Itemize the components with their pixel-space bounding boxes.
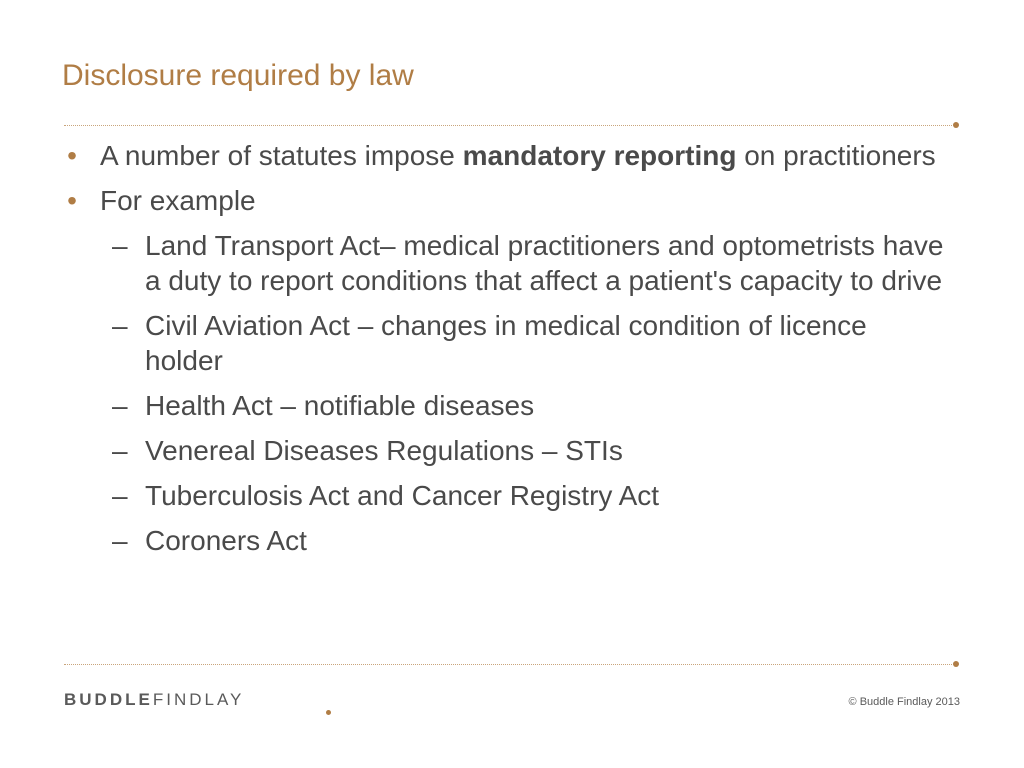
- copyright-notice: © Buddle Findlay 2013: [848, 696, 960, 708]
- sub-bullet-item: [62, 433, 952, 468]
- top-divider-dot: [953, 122, 959, 128]
- dash-marker: –: [112, 230, 128, 261]
- bullet-text-after: on practitioners: [736, 140, 936, 171]
- top-divider: [64, 125, 952, 126]
- sub-bullet-item: [62, 388, 952, 423]
- logo-word-findlay: FINDLAY: [152, 690, 245, 709]
- buddle-findlay-logo: [64, 690, 244, 716]
- sub-bullet-item: [62, 308, 952, 378]
- slide-content: [62, 138, 952, 568]
- bullet-item-mandatory-reporting: [62, 138, 952, 173]
- dash-marker: –: [112, 525, 128, 556]
- dash-marker: –: [112, 390, 128, 421]
- dash-marker: –: [112, 435, 128, 466]
- dash-marker: –: [112, 310, 128, 341]
- logo-word-buddle: BUDDLE: [64, 690, 153, 709]
- bottom-divider: [64, 664, 952, 665]
- bullet-text: For example: [100, 185, 256, 216]
- dash-marker: –: [112, 480, 128, 511]
- sub-bullet-text: Venereal Diseases Regulations – STIs: [145, 435, 623, 466]
- sub-bullet-item: [62, 228, 952, 298]
- bullet-item-for-example: [62, 183, 952, 558]
- bullet-marker: •: [67, 140, 77, 171]
- bullet-marker: •: [67, 185, 77, 216]
- logo-dot-icon: [326, 710, 331, 715]
- sub-bullet-text: Tuberculosis Act and Cancer Registry Act: [145, 480, 660, 511]
- bullet-text-bold: mandatory reporting: [462, 140, 737, 171]
- sub-bullet-list: [62, 228, 952, 558]
- sub-bullet-item: [62, 523, 952, 558]
- bullet-text-before: A number of statutes impose: [100, 140, 463, 171]
- sub-bullet-text: Coroners Act: [145, 525, 307, 556]
- sub-bullet-text: Land Transport Act– medical practitioners and optometrists have a duty to report conditions that affect a patient's capacity to drive: [145, 230, 944, 296]
- sub-bullet-item: [62, 478, 952, 513]
- bottom-divider-dot: [953, 661, 959, 667]
- slide-title: Disclosure required by law: [62, 59, 414, 92]
- sub-bullet-text: Civil Aviation Act – changes in medical condition of licence holder: [145, 310, 867, 376]
- sub-bullet-text: Health Act – notifiable diseases: [145, 390, 535, 421]
